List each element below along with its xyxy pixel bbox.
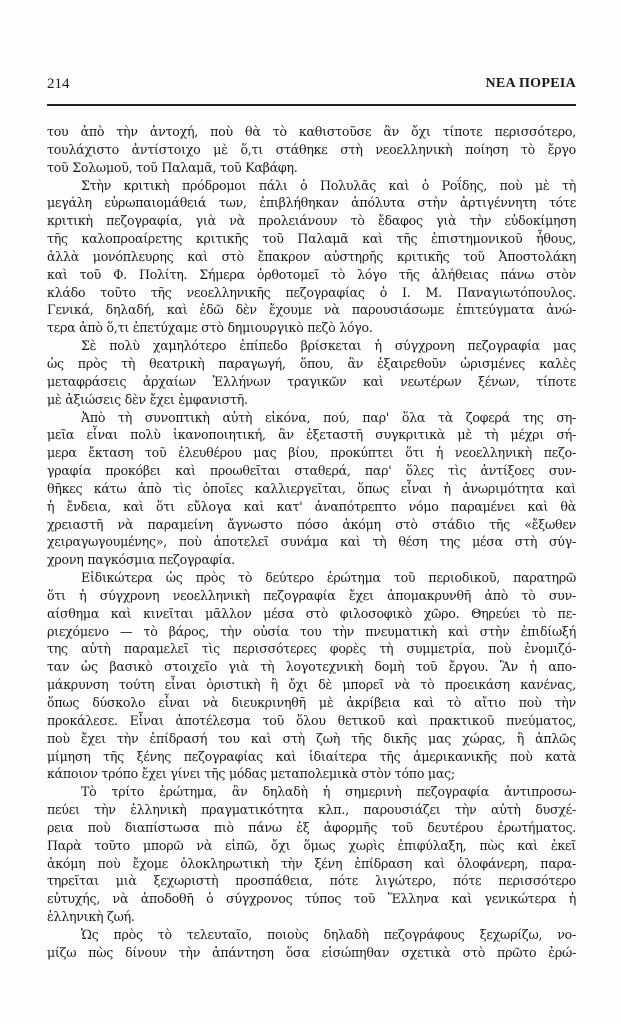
text-line: κάποιον τρόπο ἔχει γίνει τῆς μόδας μεταπολεμικὰ στὸν τόπο μας; bbox=[47, 766, 455, 782]
text-line: πεύει τὴν ἑλληνικὴ πραγματικότητα κλπ., παρουσιάζει τὴν αὐτὴ δυσχέ- bbox=[47, 802, 576, 818]
text-line: ὡς πρὸς τὴ θεατρικὴ παραγωγή, ὅπου, ἂν ἐξαιρεθοῦν ὡρισμένες καλὲς bbox=[47, 355, 576, 371]
text-line: μεταφράσεις ἀρχαίων Ἑλλήνων τραγικῶν καὶ νεωτέρων ξένων, τίποτε bbox=[47, 373, 576, 389]
text-line: ὅπως δύσκολο εἶναι νὰ διευκρινηθῆ μὲ ἀκρίβεια καὶ τὸ αἴτιο ποὺ τὴν bbox=[47, 695, 576, 710]
paragraph bbox=[47, 123, 576, 177]
text-line: ἑλληνικὴ ζωή. bbox=[47, 909, 135, 925]
text-line: εὐτυχής, νὰ ἀποδοθῆ ὁ σύγχρονος τύπος τοῦ Ἕλληνα καὶ γενικώτερα ἡ bbox=[47, 891, 576, 907]
text-line: τερα ἀπὸ ὅ,τι ἐπετύχαμε στὸ δημιουργικὸ πεζὸ λόγο. bbox=[47, 320, 373, 336]
text-line: αίσθημα καὶ κινεῖται μᾶλλον μέσα στὸ φιλοσοφικὸ χῶρο. Θηρεύει τὸ πε- bbox=[47, 605, 576, 621]
text-line: γραφία προκόβει καὶ προωθεῖται σταθερά, παρ' ὅλες τὶς ἀντίξοες συν- bbox=[47, 463, 576, 479]
text-line: μὲ ἀξιώσεις δὲν ἔχει ἐμφανιστῆ. bbox=[47, 391, 248, 407]
text-line: Σὲ πολὺ χαμηλότερο ἐπίπεδο βρίσκεται ἡ σύγχρονη πεζογραφία μας bbox=[81, 338, 576, 354]
text-line: μεγάλη εὐρωπαιομάθειά των, ἐπιβλήθηκαν ἀπόλυτα στὴν ἀρτιγέννητη τότε bbox=[47, 195, 576, 211]
paragraph bbox=[47, 926, 576, 962]
paragraph bbox=[47, 177, 576, 338]
text-line: χρονη παγκόσμια πεζογραφία. bbox=[47, 552, 235, 568]
text-line: προκάλεσε. Εἶναι ἀποτέλεσμα τοῦ ὅλου θετικοῦ καὶ πρακτικοῦ πνεύματος, bbox=[47, 712, 576, 728]
text-line: τουλάχιστο ἀντίστοιχο μὲ ὅ,τι στάθηκε στὴ νεοελληνικὴ ποίηση τὸ ἔργο bbox=[47, 141, 576, 157]
text-line: κριτικὴ πεζογραφία, γιὰ νὰ προλειάνουν τὸ ἔδαφος γιὰ τὴν εὐδοκίμηση bbox=[47, 213, 576, 229]
text-line: ἀλλὰ μονόπλευρης καὶ στὸ ἔπακρον αὐστηρῆς κριτικῆς τοῦ Ἀποστολάκη bbox=[47, 248, 576, 264]
text-line: ταν ὡς βασικὸ στοιχεῖο γιὰ τὴ λογοτεχνικὴ δομὴ τοῦ ἔργου. Ἂν ἡ απο- bbox=[47, 659, 576, 675]
page-number: 214 bbox=[47, 76, 70, 92]
text-line: Παρὰ τοῦτο μπορῶ νὰ εἰπῶ, ὄχι ὅμως χωρὶς ἐπιφύλαξη, πὼς καὶ ἐκεῖ bbox=[47, 837, 576, 853]
text-line: κλάδο τοῦτο τῆς νεοελληνικῆς πεζογραφίας ὁ Ι. Μ. Παναγιωτόπουλος. bbox=[47, 284, 576, 300]
text-line: Στὴν κριτικὴ πρόδρομοι πάλι ὁ Πολυλᾶς καὶ ὁ Ροΐδης, ποὺ μὲ τὴ bbox=[81, 177, 576, 193]
text-line: ποὺ ἔχει τὴν ἐπίδρασή του καὶ στὴ ζωὴ τῆς δικῆς μας χώρας, ἢ ἁπλῶς bbox=[47, 730, 576, 746]
text-line: μίζω πὼς δίνουν τὴν ἀπάντηση ὅσα εἰσώπηθαν σχετικὰ στὸ πρῶτο ἐρώ- bbox=[47, 944, 576, 960]
text-line: μεῖα εἶναι πολὺ ἱκανοποιητική, ἂν ἐξεταστῆ συγκριτικὰ μὲ τὴ μέχρι σή- bbox=[47, 427, 576, 443]
text-line: μάκρυνση τούτη εἶναι ὁριστικὴ ἢ ὄχι δὲ μπορεῖ νὰ τὸ προεικάση κανένας, bbox=[47, 677, 576, 693]
text-line: της αὐτὴ παραμελεῖ τὶς περισσότερες φορὲς τὴ συμμετρία, ποὺ ἐνομιζό- bbox=[47, 641, 576, 657]
running-title: ΝΕΑ ΠΟΡΕΙΑ bbox=[485, 76, 576, 91]
header-rule bbox=[47, 104, 576, 106]
text-line: ὅτι ἡ σύγχρονη νεοελληνικὴ πεζογραφία ἔχει ἀπομακρυνθῆ ἀπὸ τὸ συν- bbox=[47, 587, 576, 603]
text-line: χειραγωγουμένης», ποὺ ἀποτελεῖ συνάμα καὶ τὴ θέση της μέσα στὴ σύγ- bbox=[47, 534, 576, 550]
text-line: Ὡς πρὸς τὸ τελευταῖο, ποιοὺς δηλαδὴ πεζογράφους ξεχωρίζω, νο- bbox=[81, 926, 576, 942]
paragraph bbox=[47, 783, 576, 926]
paragraph bbox=[47, 409, 576, 570]
text-line: Εἰδικώτερα ὡς πρὸς τὸ δεύτερο ἐρώτημα τοῦ περιοδικοῦ, παρατηρῶ bbox=[81, 570, 576, 586]
text-line: μίμηση τῆς ξένης πεζογραφίας καὶ ἰδιαίτερα τῆς ἀμερικανικῆς ποὺ κατὰ bbox=[47, 748, 576, 764]
text-line: ἀκόμη ποὺ ἔχομε ὁλοκληρωτικὴ τὴν ξένη ἐπίδραση καὶ ὁλοφάνερη, παρα- bbox=[47, 855, 576, 871]
paragraph bbox=[47, 337, 576, 408]
text-line: τῆς καλοπροαίρετης κριτικῆς τοῦ Παλαμᾶ καὶ τῆς ἐπιστημονικοῦ ἦθους, bbox=[47, 231, 576, 247]
text-line: θῆκες κάτω ἀπὸ τὶς ὁποῖες καλλιεργεῖται, ὅπως εἶναι ἡ ἀνωριμότητα καὶ bbox=[47, 480, 576, 496]
text-line: του ἀπὸ τὴν ἀντοχή, ποὺ θὰ τὸ καθιστοῦσε ἂν ὄχι τίποτε περισσότερο, bbox=[47, 124, 576, 139]
text-line: καὶ τοῦ Φ. Πολίτη. Σήμερα ὀρθοτομεῖ τὸ λόγο τῆς ἀλήθειας πάνω στὸν bbox=[47, 266, 576, 282]
text-line: μερα ἔκταση τοῦ ἐλευθέρου μας βίου, προκύπτει ὅτι ἡ νεοελληνικὴ πεζο- bbox=[47, 445, 576, 461]
text-line: ρεια ποὺ διαπίστωσα πιὸ πάνω ἐξ ἀφορμῆς τοῦ δευτέρου ἐρωτήματος. bbox=[47, 819, 576, 835]
text-line: ἡ ἔνδεια, καὶ ὅτι εὔλογα καὶ κατ' ἀναπότρεπτο νόμο παραμένει καὶ θὰ bbox=[47, 498, 576, 514]
text-line: τοῦ Σολωμοῦ, τοῦ Παλαμᾶ, τοῦ Καβάφη. bbox=[47, 159, 298, 175]
page-header bbox=[47, 76, 576, 96]
body-text bbox=[47, 123, 576, 962]
text-line: Ἀπὸ τὴ συνοπτικὴ αὐτὴ εἰκόνα, πού, παρ' ὅλα τὰ ζοφερά της ση- bbox=[81, 409, 576, 425]
text-line: χρειαστῆ νὰ παραμείνη ἄγνωστο πόσο ἀκόμη στὸ στάδιο τῆς «ἔξωθεν bbox=[47, 516, 576, 532]
text-line: ριεχόμενο — τὸ βάρος, τὴν οὐσία του τὴν πνευματικὴ καὶ στὴν ἐπιδίωξή bbox=[47, 623, 576, 639]
text-line: Τὸ τρίτο ἐρώτημα, ἂν δηλαδὴ ἡ σημερινὴ πεζογραφία ἀντιπροσω- bbox=[81, 784, 576, 800]
text-line: Γενικά, δηλαδή, καὶ ἐδῶ δὲν ἔχουμε νὰ παρουσιάσωμε ἐπιτεύγματα ἀνώ- bbox=[47, 302, 576, 318]
text-line: τηρεῖται μιὰ ξεχωριστὴ προσπάθεια, πότε λιγώτερο, πότε περισσότερο bbox=[47, 873, 576, 889]
paragraph bbox=[47, 569, 576, 783]
